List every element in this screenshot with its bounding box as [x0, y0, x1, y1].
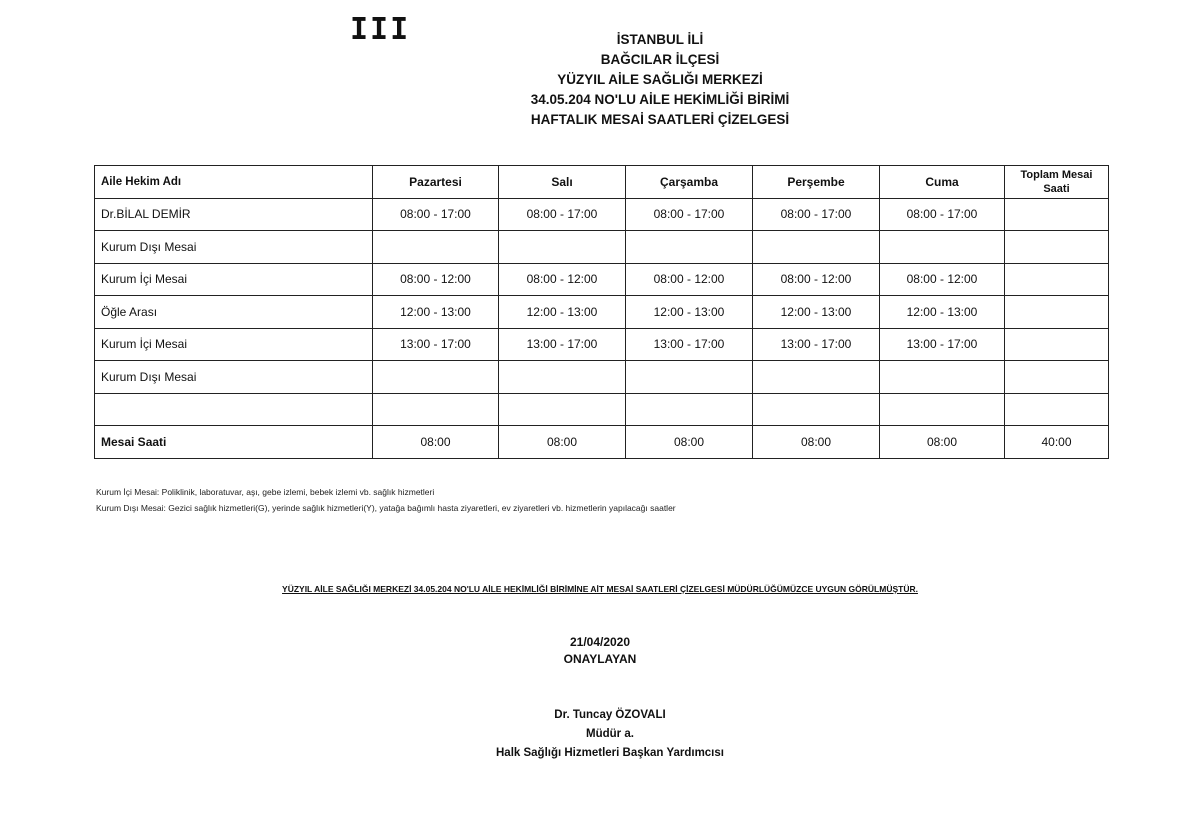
time-cell: 08:00 - 17:00: [753, 198, 880, 231]
time-cell: 13:00 - 17:00: [626, 328, 753, 361]
total-cell: [1005, 296, 1109, 329]
time-cell: 08:00 - 12:00: [499, 263, 626, 296]
table-row: [95, 296, 1109, 329]
col-header-thursday: Perşembe: [753, 166, 880, 199]
col-header-wednesday: Çarşamba: [626, 166, 753, 199]
time-cell: 13:00 - 17:00: [880, 328, 1005, 361]
time-cell: 08:00 - 17:00: [373, 198, 499, 231]
time-cell: 13:00 - 17:00: [753, 328, 880, 361]
sum-label: Mesai Saati: [95, 426, 373, 459]
row-label: Kurum İçi Mesai: [95, 328, 373, 361]
time-cell: 08:00 - 12:00: [753, 263, 880, 296]
table-row: [95, 263, 1109, 296]
time-cell: 08:00 - 12:00: [626, 263, 753, 296]
sum-cell: 08:00: [373, 426, 499, 459]
approval-block: [500, 634, 700, 668]
row-label: Kurum Dışı Mesai: [95, 361, 373, 394]
col-header-monday: Pazartesi: [373, 166, 499, 199]
note-external: Kurum Dışı Mesai: Gezici sağlık hizmetleri(G), yerinde sağlık hizmetleri(Y), yatağa bağımlı hasta ziyaretleri, ev ziyaretleri vb. hizmetlerin yapılacağı saatler: [96, 503, 676, 513]
row-label: Kurum İçi Mesai: [95, 263, 373, 296]
time-cell: 08:00 - 12:00: [880, 263, 1005, 296]
col-header-physician: Aile Hekim Adı: [95, 166, 373, 199]
handwritten-marks: III: [350, 12, 411, 47]
note-internal: Kurum İçi Mesai: Poliklinik, laboratuvar, aşı, gebe izlemi, bebek izlemi vb. sağlık hizmetleri: [96, 487, 435, 497]
time-cell: 13:00 - 17:00: [373, 328, 499, 361]
signature-block: [440, 706, 780, 763]
time-cell: 13:00 - 17:00: [499, 328, 626, 361]
col-header-total: [1005, 166, 1109, 199]
sum-row: [95, 426, 1109, 459]
header-province: İSTANBUL İLİ: [616, 32, 704, 47]
time-cell: [373, 231, 499, 264]
sum-cell: 08:00: [626, 426, 753, 459]
time-cell: [753, 231, 880, 264]
row-label: Öğle Arası: [95, 296, 373, 329]
col-header-tuesday: Salı: [499, 166, 626, 199]
total-cell: [1005, 328, 1109, 361]
row-label: [95, 393, 373, 426]
approval-label: ONAYLAYAN: [563, 652, 637, 666]
col-header-friday: Cuma: [880, 166, 1005, 199]
total-cell: [1005, 361, 1109, 394]
table-header-row: [95, 166, 1109, 199]
total-cell: [1005, 393, 1109, 426]
header-unit: 34.05.204 NO'LU AİLE HEKİMLİĞİ BİRİMİ: [530, 92, 790, 107]
time-cell: [626, 361, 753, 394]
sum-cell: 08:00: [880, 426, 1005, 459]
header-health-center: YÜZYIL AİLE SAĞLIĞI MERKEZİ: [557, 72, 763, 87]
sum-total-cell: 40:00: [1005, 426, 1109, 459]
document-header: [430, 30, 890, 130]
header-district: BAĞCILAR İLÇESİ: [600, 52, 720, 67]
signer-name: Dr. Tuncay ÖZOVALI: [554, 709, 666, 721]
time-cell: 12:00 - 13:00: [626, 296, 753, 329]
signer-role: Müdür a.: [586, 728, 634, 740]
time-cell: [499, 361, 626, 394]
table-row: [95, 328, 1109, 361]
total-cell: [1005, 198, 1109, 231]
total-cell: [1005, 231, 1109, 264]
time-cell: [753, 393, 880, 426]
table-row: [95, 361, 1109, 394]
time-cell: [373, 361, 499, 394]
approval-statement: YÜZYIL AİLE SAĞLIĞI MERKEZİ 34.05.204 NO'LU AİLE HEKİMLİĞİ BİRİMİNE AİT MESAİ SAATLERİ ÇİZELGESİ MÜDÜRLÜĞÜMÜZCE UYGUN GÖRÜLMÜŞTÜR.: [282, 584, 918, 594]
time-cell: 12:00 - 13:00: [880, 296, 1005, 329]
time-cell: [499, 393, 626, 426]
time-cell: 12:00 - 13:00: [373, 296, 499, 329]
sum-cell: 08:00: [499, 426, 626, 459]
table-row: [95, 393, 1109, 426]
time-cell: 08:00 - 12:00: [373, 263, 499, 296]
time-cell: [626, 393, 753, 426]
time-cell: [499, 231, 626, 264]
sum-cell: 08:00: [753, 426, 880, 459]
time-cell: [753, 361, 880, 394]
signer-title: Halk Sağlığı Hizmetleri Başkan Yardımcısı: [496, 747, 724, 759]
table-row: [95, 198, 1109, 231]
table-row: [95, 231, 1109, 264]
time-cell: 08:00 - 17:00: [499, 198, 626, 231]
time-cell: 12:00 - 13:00: [753, 296, 880, 329]
time-cell: [880, 361, 1005, 394]
time-cell: 08:00 - 17:00: [880, 198, 1005, 231]
time-cell: 08:00 - 17:00: [626, 198, 753, 231]
approval-date: 21/04/2020: [569, 635, 631, 649]
total-cell: [1005, 263, 1109, 296]
time-cell: [373, 393, 499, 426]
row-label: Dr.BİLAL DEMİR: [95, 198, 373, 231]
header-schedule-title: HAFTALIK MESAİ SAATLERİ ÇİZELGESİ: [530, 112, 790, 127]
col-header-total-text: Toplam Mesai Saati: [1020, 168, 1093, 195]
weekly-schedule-table: [94, 165, 1109, 459]
row-label: Kurum Dışı Mesai: [95, 231, 373, 264]
notes: [96, 484, 676, 516]
time-cell: [626, 231, 753, 264]
time-cell: [880, 231, 1005, 264]
time-cell: [880, 393, 1005, 426]
time-cell: 12:00 - 13:00: [499, 296, 626, 329]
